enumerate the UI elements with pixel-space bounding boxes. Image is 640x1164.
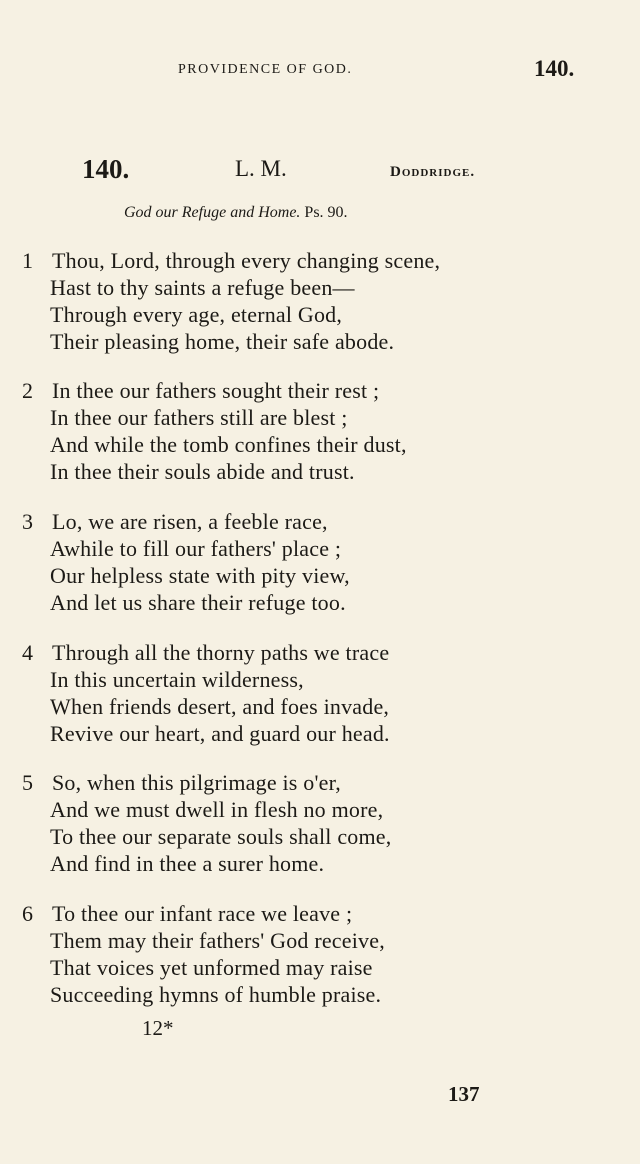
hymn-author: Doddridge. (390, 164, 476, 180)
verse-line: And we must dwell in flesh no more, (50, 797, 384, 822)
verse-line: In thee our fathers still are blest ; (50, 405, 348, 430)
page-number: 137 (448, 1082, 480, 1106)
verse-line: Succeeding hymns of humble praise. (50, 982, 382, 1007)
verse-line: To thee our separate souls shall come, (50, 824, 392, 849)
verse-line: And while the tomb confines their dust, (50, 432, 407, 457)
verse-line: When friends desert, and foes invade, (50, 694, 390, 719)
hymn-number: 140. (82, 154, 130, 184)
verse-line: And find in thee a surer home. (50, 851, 325, 876)
verse-line: In thee our fathers sought their rest ; (52, 378, 380, 403)
verse-line: Awhile to fill our fathers' place ; (50, 536, 342, 561)
running-head: PROVIDENCE OF GOD. (178, 62, 353, 77)
verse-line: Hast to thy saints a refuge been— (50, 275, 355, 300)
verse-line: Thou, Lord, through every changing scene, (52, 248, 441, 273)
hymn-title: God our Refuge and Home. (124, 204, 301, 221)
hymn-meter: L. M. (235, 156, 287, 181)
verse-line: In thee their souls abide and trust. (50, 459, 355, 484)
verse-line: So, when this pilgrimage is o'er, (52, 770, 341, 795)
stanza-number: 6 (22, 901, 33, 926)
hymn-subtitle (124, 204, 348, 222)
header-hymn-number: 140. (534, 56, 575, 81)
stanza-number: 5 (22, 770, 33, 795)
verse-line: Them may their fathers' God receive, (50, 928, 385, 953)
verse-line: To thee our infant race we leave ; (52, 901, 353, 926)
stanza-number: 4 (22, 640, 33, 665)
stanza-number: 2 (22, 378, 33, 403)
verse-line: Their pleasing home, their safe abode. (50, 329, 395, 354)
psalm-reference: Ps. 90. (304, 204, 348, 221)
verse-line: Through all the thorny paths we trace (52, 640, 390, 665)
signature-mark: 12* (142, 1016, 174, 1040)
stanza-number: 3 (22, 509, 33, 534)
verse-line: Through every age, eternal God, (50, 302, 343, 327)
verse-line: Revive our heart, and guard our head. (50, 721, 390, 746)
verse-line: Lo, we are risen, a feeble race, (52, 509, 328, 534)
stanza-number: 1 (22, 248, 33, 273)
verse-line: And let us share their refuge too. (50, 590, 346, 615)
verse-line: That voices yet unformed may raise (50, 955, 373, 980)
verse-line: In this uncertain wilderness, (50, 667, 304, 692)
verse-line: Our helpless state with pity view, (50, 563, 350, 588)
